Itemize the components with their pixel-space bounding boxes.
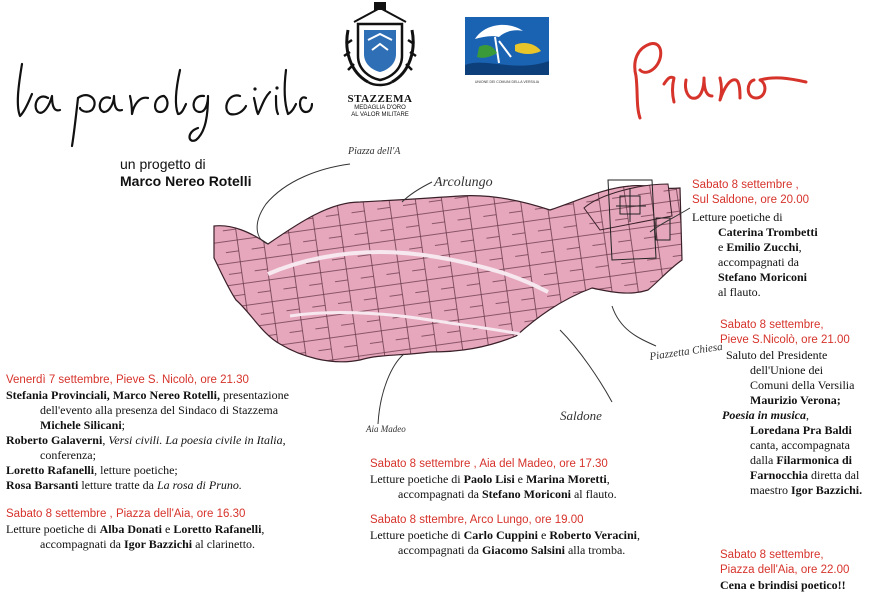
event-line: Michele Silicani; [40,418,125,432]
events-right-column-1 [692,178,882,300]
event-line: Maurizio Verona; [750,393,841,407]
event-heading: Pieve S.Nicolò, ore 21.00 [720,334,850,346]
event-line: Loretto Rafanelli, letture poetiche; [6,463,178,477]
event-line: Letture poetiche di Alba Donati e Loretto Rafanelli, [6,522,265,536]
comune-name: STAZZEMA [347,93,413,105]
event-line: dell'evento alla presenza del Sindaco di Stazzema [40,403,279,417]
event-line: Rosa Barsanti letture tratte da La rosa di Pruno. [6,478,242,492]
event-heading: Sabato 8 settembre, [720,549,824,561]
event-heading: Piazza dell'Aia, ore 22.00 [720,564,850,576]
event-line: accompagnati da Stefano Moriconi al flauto. [398,487,617,501]
events-left-column [6,373,346,552]
events-right-column-3 [720,548,882,593]
event-line: Roberto Galaverni, Versi civili. La poesia civile in Italia, [6,433,286,447]
comune-logo [338,0,422,120]
event-line: Letture poetiche di [692,210,783,224]
events-middle-column [370,457,690,558]
pruno-signature [624,40,810,122]
event-line: Cena e brindisi poetico!! [720,578,846,592]
event-line: canta, accompagnata [750,438,850,452]
event-line: Poesia in musica, [722,408,810,422]
event-heading: Sabato 8 settembre, [720,319,824,331]
map-label-aia: Aia Madeo [366,424,406,434]
event-line: Stefania Provinciali, Marco Nereo Rotelli, presentazione [6,388,289,402]
union-logo [465,17,549,83]
event-line: Loredana Pra Baldi [750,423,852,437]
comune-medal-line1: MEDAGLIA D'ORO [354,105,406,111]
comune-medal-line2: AL VALOR MILITARE [351,112,409,118]
event-line: Letture poetiche di Carlo Cuppini e Roberto Veracini, [370,528,640,542]
event-heading: Sabato 8 settembre , Piazza dell'Aia, ore 16.30 [6,508,246,520]
project-author: Marco Nereo Rotelli [120,173,252,189]
map-label-piazzetta: Piazzetta Chiesa [648,340,724,363]
event-line: dalla Filarmonica di [750,453,852,467]
event-line: accompagnati da Igor Bazzichi al clarinetto. [40,537,256,551]
event-heading: Sabato 8 settembre , Aia del Madeo, ore 17.30 [370,458,608,470]
event-heading: Sabato 8 sttembre, Arco Lungo, ore 19.00 [370,514,584,526]
event-line: conferenza; [40,448,96,462]
coat-of-arms-icon [338,0,422,88]
event-heading: Sabato 8 settembre , [692,179,799,191]
event-line: Comuni della Versilia [750,378,855,392]
event-line: Saluto del Presidente [726,348,828,362]
event-line: e Emilio Zucchi, [718,240,802,254]
event-line: accompagnati da [718,255,799,269]
event-line: accompagnati da Giacomo Salsini alla tromba. [398,543,626,557]
project-intro: un progetto di [120,156,206,172]
title-la-parola-civile [8,58,313,150]
event-line: Caterina Trombetti [718,225,818,239]
event-line: Stefano Moriconi [718,270,807,284]
union-emblem-icon [465,17,549,75]
event-line: Letture poetiche di Paolo Lisi e Marina Moretti, [370,472,610,486]
map-label-arcolungo: Arcolungo [434,175,493,190]
event-heading: Sul Saldone, ore 20.00 [692,194,810,206]
events-right-column-2 [720,318,882,498]
map-label-piazza: Piazza dell'A [348,146,401,157]
event-heading: Venerdì 7 settembre, Pieve S. Nicolò, ore 21.30 [6,374,249,386]
event-line: Farnocchia diretta dal [750,468,860,482]
union-logo-caption: UNIONE DEI COMUNI DELLA VERSILIA [474,80,540,84]
event-line: dell'Unione dei [750,363,824,377]
map-label-saldone: Saldone [560,408,602,423]
event-line: al flauto. [718,285,761,299]
event-line: maestro Igor Bazzichi. [750,483,863,497]
